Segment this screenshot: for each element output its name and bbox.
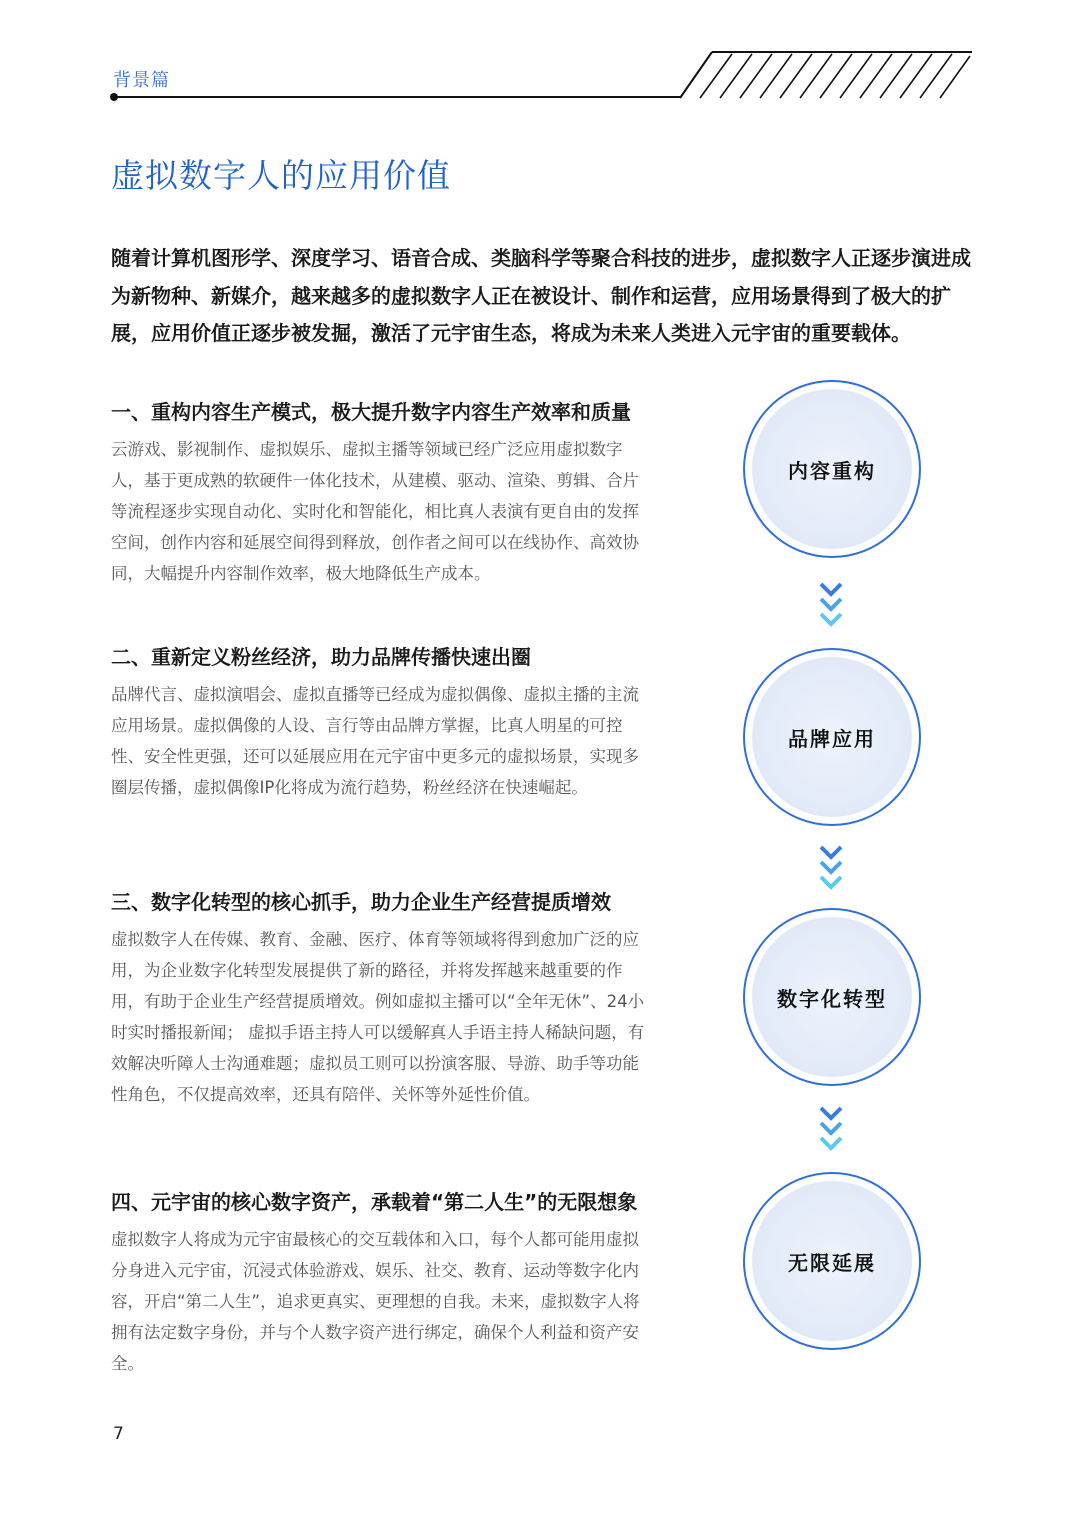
flow-circle (743, 908, 921, 1086)
section-body: 虚拟数字人在传媒、教育、金融、医疗、体育等领域将得到愈加广泛的应用，为企业数字化转型发展提供了新的路径，并将发挥越来越重要的作用，有助于企业生产经营提质增效。例如虚拟主播可以“全年无休”、24小时实时播报新闻； 虚拟手语主持人可以缓解真人手语主持人稀缺问题，有效解决听障人士沟通难题；虚拟员工则可以扮演客服、导游、助手等功能性角色，不仅提高效率，还具有陪伴、关怀等外延性价值。 (111, 930, 645, 1104)
intro-paragraph: 随着计算机图形学、深度学习、语音合成、类脑科学等聚合科技的进步，虚拟数字人正逐步演进成为新物种、新媒介，越来越多的虚拟数字人正在被设计、制作和运营，应用场景得到了极大的扩展，应用价值正逐步被发掘，激活了元宇宙生态，将成为未来人类进入元宇宙的重要载体。 (111, 246, 971, 345)
page-number: 7 (113, 1424, 124, 1444)
section-body: 品牌代言、虚拟演唱会、虚拟直播等已经成为虚拟偶像、虚拟主播的主流应用场景。虚拟偶像的人设、言行等由品牌方掌握，比真人明星的可控性、安全性更强，还可以延展应用在元宇宙中更多元的虚拟场景，实现多圈层传播，虚拟偶像IP化将成为流行趋势，粉丝经济在快速崛起。 (111, 685, 639, 797)
flow-circle-label: 品牌应用 (752, 657, 912, 817)
section-body: 云游戏、影视制作、虚拟娱乐、虚拟主播等领域已经广泛应用虚拟数字人，基于更成熟的软硬件一体化技术，从建模、驱动、渲染、剪辑、合片等流程逐步实现自动化、实时化和智能化，相比真人表演有更自由的发挥空间，创作内容和延展空间得到释放，创作者之间可以在线协作、高效协同，大幅提升内容制作效率，极大地降低生产成本。 (111, 440, 639, 583)
section-2 (111, 641, 651, 803)
section-body: 虚拟数字人将成为元宇宙最核心的交互载体和入口，每个人都可能用虚拟分身进入元宇宙，沉浸式体验游戏、娱乐、社交、教育、运动等数字化内容，开启“第二人生”，追求更真实、更理想的自我。未来，虚拟数字人将拥有法定数字身份，并与个人数字资产进行绑定，确保个人利益和资产安全。 (111, 1230, 640, 1373)
chevron-down-icon (818, 843, 844, 893)
flow-circle-label: 内容重构 (752, 389, 912, 549)
header-rule (113, 96, 680, 98)
page-title: 虚拟数字人的应用价值 (111, 156, 451, 195)
flow-circle (743, 648, 921, 826)
chevron-down-icon (818, 1104, 844, 1154)
flow-circle (743, 380, 921, 558)
section-label: 背景篇 (113, 70, 170, 91)
section-4 (111, 1186, 651, 1379)
section-heading: 四、元宇宙的核心数字资产，承载着“第二人生”的无限想象 (111, 1190, 638, 1214)
section-heading: 二、重新定义粉丝经济，助力品牌传播快速出圈 (111, 645, 531, 669)
section-heading: 一、重构内容生产模式，极大提升数字内容生产效率和质量 (111, 400, 631, 424)
flow-circle-label: 数字化转型 (752, 917, 912, 1077)
section-heading: 三、数字化转型的核心抓手，助力企业生产经营提质增效 (111, 890, 611, 914)
chevron-down-icon (818, 580, 844, 630)
section-1 (111, 396, 651, 589)
header-hatch-decoration (676, 49, 976, 101)
flow-circle (743, 1172, 921, 1350)
flow-circle-label: 无限延展 (752, 1181, 912, 1341)
section-3 (111, 886, 651, 1110)
